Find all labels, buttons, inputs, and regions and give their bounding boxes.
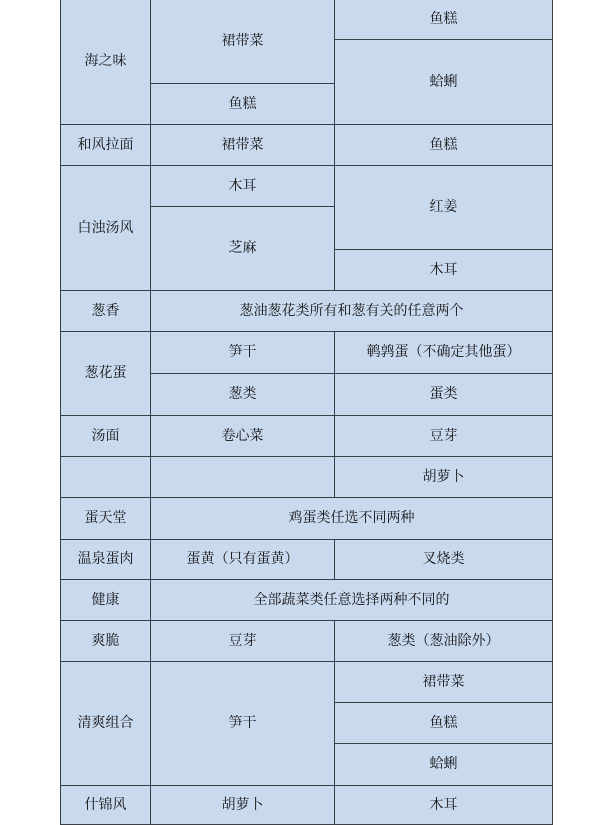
recipe-name: 和风拉面 — [60, 124, 151, 166]
ingredient-span-cell: 葱油葱花类所有和葱有关的任意两个 — [150, 290, 553, 332]
ingredient-cell: 鱼糕 — [150, 83, 335, 125]
ingredient-cell: 裙带菜 — [334, 661, 553, 703]
ingredient-cell: 叉烧类 — [334, 539, 553, 580]
recipe-name: 海之味 — [60, 0, 151, 125]
recipe-name: 爽脆 — [60, 620, 151, 662]
ingredient-cell: 胡萝卜 — [334, 456, 553, 498]
recipe-name: 温泉蛋肉 — [60, 539, 151, 580]
ingredient-cell: 鹌鹑蛋（不确定其他蛋） — [334, 331, 553, 374]
ingredient-cell: 蛋黄（只有蛋黄） — [150, 539, 335, 580]
ingredient-cell: 葱类（葱油除外） — [334, 620, 553, 662]
ingredient-cell: 笋干 — [150, 331, 335, 374]
recipe-name: 葱花蛋 — [60, 331, 151, 416]
ingredient-cell: 豆芽 — [334, 415, 553, 457]
ingredient-cell: 鱼糕 — [334, 124, 553, 166]
ingredient-cell: 葱类 — [150, 373, 335, 416]
ingredient-cell: 豆芽 — [150, 620, 335, 662]
ingredient-cell: 胡萝卜 — [150, 785, 335, 825]
ingredient-cell: 芝麻 — [150, 206, 335, 291]
recipe-name: 汤面 — [60, 415, 151, 457]
ingredient-cell: 鱼糕 — [334, 0, 553, 40]
ingredient-span-cell: 鸡蛋类任选不同两种 — [150, 497, 553, 540]
recipe-name: 健康 — [60, 579, 151, 621]
ingredient-cell: 卷心菜 — [150, 415, 335, 457]
ingredient-cell: 蛤蜊 — [334, 39, 553, 125]
recipe-name: 清爽组合 — [60, 661, 151, 786]
ingredient-cell: 木耳 — [150, 165, 335, 207]
ingredient-cell: 蛤蜊 — [334, 743, 553, 786]
recipe-name: 蛋天堂 — [60, 497, 151, 540]
ingredient-cell: 蛋类 — [334, 373, 553, 416]
ingredient-cell: 笋干 — [150, 661, 335, 786]
ingredient-cell: 裙带菜 — [150, 124, 335, 166]
ingredient-span-cell: 全部蔬菜类任意选择两种不同的 — [150, 579, 553, 621]
recipe-name: 葱香 — [60, 290, 151, 332]
ingredient-cell: 裙带菜 — [150, 0, 335, 84]
ingredient-cell — [150, 456, 335, 498]
recipe-name: 白浊汤风 — [60, 165, 151, 291]
ingredient-cell: 木耳 — [334, 249, 553, 291]
recipe-name: 什锦风 — [60, 785, 151, 825]
ingredient-cell: 红姜 — [334, 165, 553, 250]
ingredient-cell: 木耳 — [334, 785, 553, 825]
ingredient-cell: 鱼糕 — [334, 702, 553, 744]
recipe-name — [60, 456, 151, 498]
